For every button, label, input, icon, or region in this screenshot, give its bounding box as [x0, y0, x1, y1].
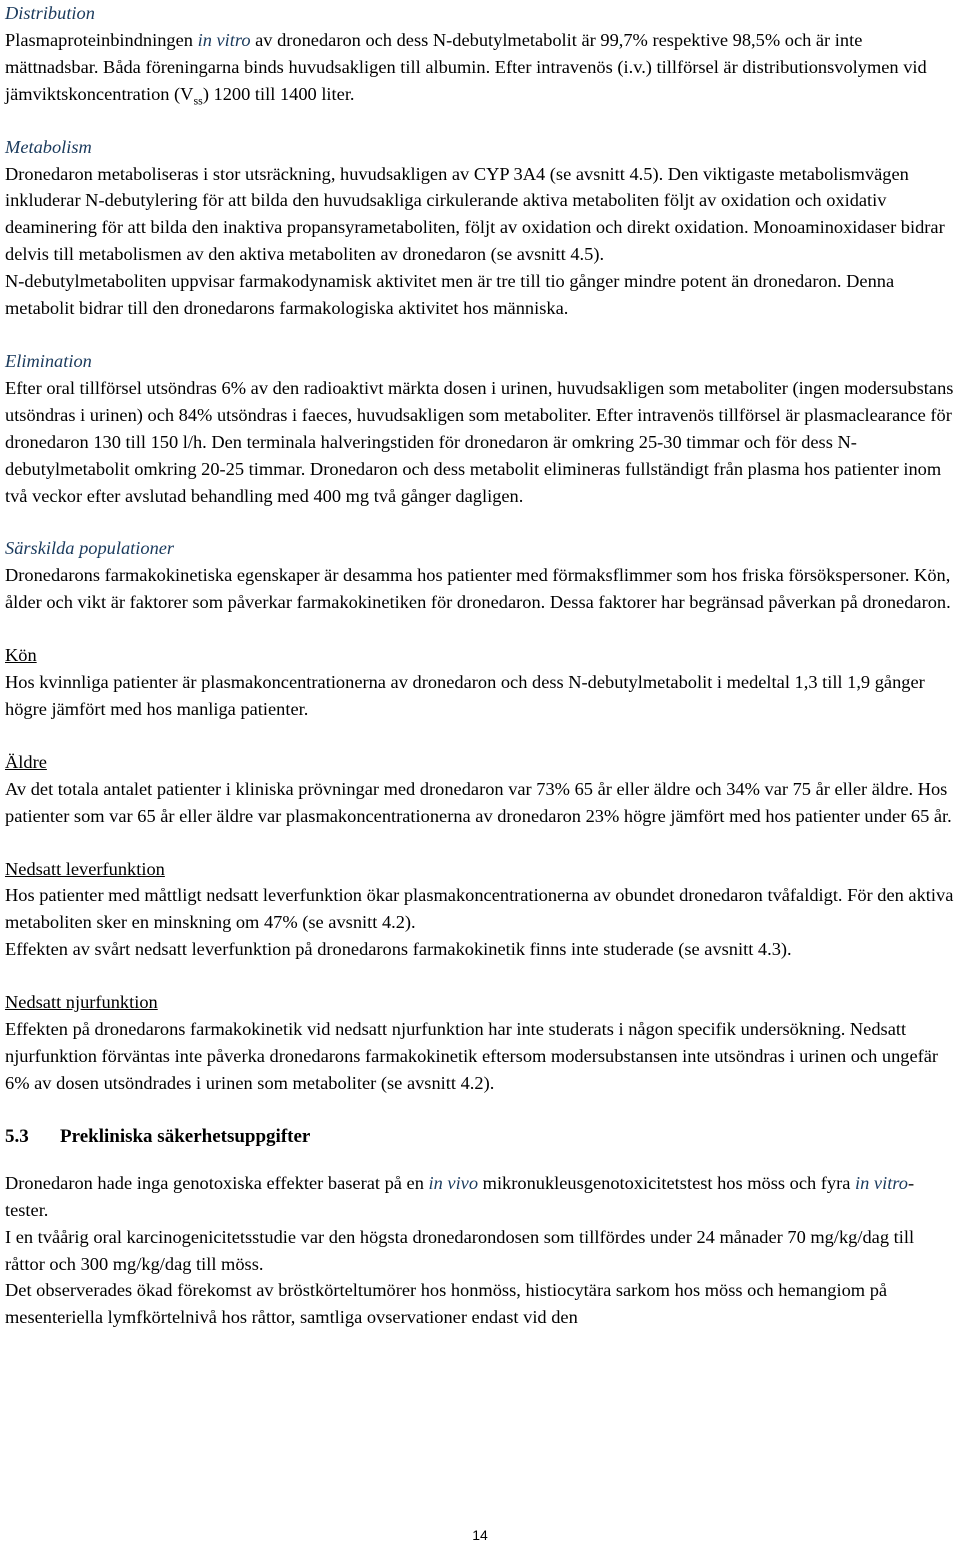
- section53-paragraph-2: I en tvåårig oral karcinogenicitetsstudie var den högsta dronedarondosen som tillfördes under 24 månader 70 mg/kg/dag till råttor och 300 mg/kg/dag till möss.: [5, 1226, 915, 1274]
- njur-paragraph: Effekten på dronedarons farmakokinetik vid nedsatt njurfunktion har inte studerats i någon specifik undersökning. Nedsatt njurfunktion förväntas inte påverka dronedarons farmakokinetik eftersom modersubstansen inte utsöndras i urinen och ungefär 6% av dosen utsöndrades i urinen som metaboliter (se avsnitt 4.2).: [5, 1019, 939, 1093]
- section-heading: [5, 1123, 955, 1150]
- njur-heading: Nedsatt njurfunktion: [5, 992, 158, 1013]
- s53-text-3: -tester.: [5, 1172, 915, 1220]
- section53-paragraph-3: Det observerades ökad förekomst av bröstkörteltumörer hos honmöss, histiocytära sarkom hos möss och hemangiom på mesenteriella lymfkörtelnivå hos råttor, samtliga ovservationer endast vid den: [5, 1280, 888, 1328]
- in-vivo-italic: in vivo: [428, 1172, 479, 1193]
- section-number: 5.3: [5, 1125, 29, 1147]
- special-populations-heading: Särskilda populationer: [5, 538, 175, 559]
- lever-paragraph-1: Hos patienter med måttligt nedsatt leverfunktion ökar plasmakoncentrationerna av obundet dronedaron tvåfaldigt. För den aktiva metaboliten sker en minskning om 47% (se avsnitt 4.2).: [5, 885, 954, 933]
- in-vitro-italic: in vitro: [197, 29, 251, 50]
- section-title: Prekliniska säkerhetsuppgifter: [60, 1125, 311, 1147]
- page-number: 14: [472, 1527, 488, 1543]
- distribution-text-2: av dronedaron och dess N-debutylmetabolit är 99,7% respektive 98,5% och är inte mättnadsbar. Båda föreningarna binds huvudsakligen till albumin. Efter intravenös (i.v.) tillförsel är distributionsvolymen vid jämviktskoncentration (V: [5, 29, 927, 104]
- aldre-heading: Äldre: [5, 751, 47, 772]
- vss-subscript: ss: [193, 93, 203, 108]
- distribution-text-3: ) 1200 till 1400 liter.: [202, 83, 355, 104]
- in-vitro-italic-2: in vitro: [855, 1172, 908, 1193]
- s53-text-1: Dronedaron hade inga genotoxiska effekter baserat på en: [5, 1172, 429, 1193]
- kon-paragraph: Hos kvinnliga patienter är plasmakoncentrationerna av dronedaron och dess N-debutylmetabolit i medeltal 1,3 till 1,9 gånger högre jämfört med hos manliga patienter.: [5, 672, 925, 719]
- document-page: [5, 0, 955, 1331]
- kon-heading: Kön: [5, 645, 37, 666]
- metabolism-heading: Metabolism: [5, 136, 92, 157]
- aldre-paragraph: Av det totala antalet patienter i kliniska prövningar med dronedaron var 73% 65 år eller äldre och 34% var 75 år eller äldre. Hos patienter som var 65 år eller äldre var plasmakoncentrationerna av dronedaron 23% högre jämfört med hos patienter under 65 år.: [5, 778, 952, 826]
- distribution-paragraph: [5, 27, 955, 108]
- metabolism-paragraph-1: Dronedaron metaboliseras i stor utsräckning, huvudsakligen av CYP 3A4 (se avsnitt 4.5). Den viktigaste metabolismvägen inkluderar N-debutylering för att bilda den huvudsakliga cirkulerande aktiva metaboliten följt av oxidation och oxidativ deaminering för att bilda den inaktiva propansyrametaboliten, följt av oxidation och direkt oxidation. Monoaminoxidaser bidrar delvis till metabolismen av den aktiva metaboliten av dronedaron (se avsnitt 4.5).: [5, 163, 945, 265]
- special-populations-paragraph: Dronedarons farmakokinetiska egenskaper är desamma hos patienter med förmaksflimmer som hos friska försökspersoner. Kön, ålder och vikt är faktorer som påverkar farmakokinetiken för dronedaron. Dessa faktorer har begränsad påverkan på dronedaron.: [5, 565, 951, 613]
- distribution-text-1: Plasmaproteinbindningen: [5, 29, 198, 50]
- lever-heading: Nedsatt leverfunktion: [5, 858, 165, 879]
- metabolism-paragraph-2: N-debutylmetaboliten uppvisar farmakodynamisk aktivitet men är tre till tio gånger mindre potent än dronedaron. Denna metabolit bidrar till den dronedarons farmakologiska aktivitet hos människa.: [5, 271, 895, 319]
- s53-text-2: mikronukleusgenotoxicitetstest hos möss och fyra: [478, 1172, 856, 1193]
- elimination-heading: Elimination: [5, 350, 92, 371]
- distribution-heading: Distribution: [5, 3, 95, 23]
- section53-paragraph-1: [5, 1170, 955, 1224]
- elimination-paragraph: Efter oral tillförsel utsöndras 6% av den radioaktivt märkta dosen i urinen, huvudsakligen som metaboliter (ingen modersubstans utsöndras i urinen) och 84% utsöndras i faeces, huvudsakligen som metaboliter. Efter intravenös tillförsel är plasmaclearance för dronedaron 130 till 150 l/h. Den terminala halveringstiden för dronedaron är omkring 25-30 timmar och för dess N-debutylmetabolit omkring 20-25 timmar. Dronedaron och dess metabolit elimineras fullständigt från plasma hos patienter inom två veckor efter avslutad behandling med 400 mg två gånger dagligen.: [5, 377, 954, 506]
- lever-paragraph-2: Effekten av svårt nedsatt leverfunktion på dronedarons farmakokinetik finns inte studerade (se avsnitt 4.3).: [5, 939, 792, 960]
